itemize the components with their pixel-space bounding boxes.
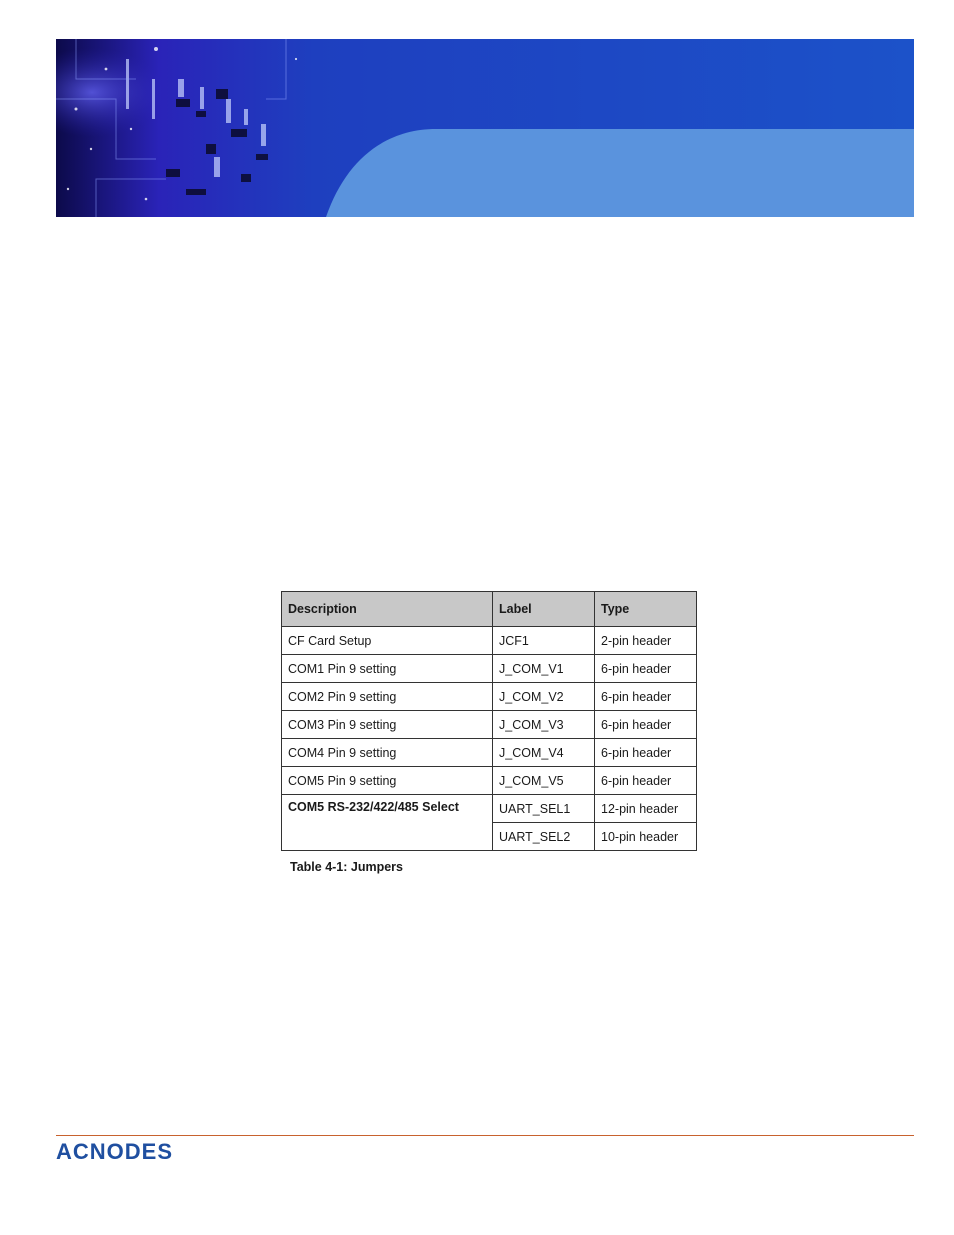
circuit-board-image xyxy=(56,39,914,217)
logo-wordmark: ACNODES xyxy=(56,1139,174,1164)
cell-label: J_COM_V2 xyxy=(493,683,595,711)
cell-type: 6-pin header xyxy=(595,655,697,683)
column-header-description: Description xyxy=(282,592,493,627)
column-header-type: Type xyxy=(595,592,697,627)
cell-description: COM2 Pin 9 setting xyxy=(282,683,493,711)
cell-type: 6-pin header xyxy=(595,683,697,711)
cell-type: 12-pin header xyxy=(595,795,697,823)
table-row xyxy=(282,683,697,711)
acnodes-logo xyxy=(56,1138,216,1164)
cell-label: UART_SEL2 xyxy=(493,823,595,851)
cell-type: 6-pin header xyxy=(595,767,697,795)
logo-image xyxy=(56,1138,216,1164)
footer-divider xyxy=(56,1135,914,1136)
table-row xyxy=(282,711,697,739)
cell-type: 6-pin header xyxy=(595,739,697,767)
cell-label: J_COM_V4 xyxy=(493,739,595,767)
cell-description: COM5 Pin 9 setting xyxy=(282,767,493,795)
cell-description: COM4 Pin 9 setting xyxy=(282,739,493,767)
cell-description: COM1 Pin 9 setting xyxy=(282,655,493,683)
jumpers-table xyxy=(281,591,697,851)
cell-description: COM5 RS-232/422/485 Select xyxy=(282,795,493,851)
table-row xyxy=(282,655,697,683)
cell-type: 10-pin header xyxy=(595,823,697,851)
table-row xyxy=(282,795,697,823)
table-row xyxy=(282,627,697,655)
table-header-row xyxy=(282,592,697,627)
cell-type: 2-pin header xyxy=(595,627,697,655)
cell-label: UART_SEL1 xyxy=(493,795,595,823)
cell-label: J_COM_V3 xyxy=(493,711,595,739)
table-row xyxy=(282,739,697,767)
cell-label: JCF1 xyxy=(493,627,595,655)
header-banner xyxy=(56,39,914,217)
cell-type: 6-pin header xyxy=(595,711,697,739)
column-header-label: Label xyxy=(493,592,595,627)
cell-description: COM3 Pin 9 setting xyxy=(282,711,493,739)
cell-label: J_COM_V5 xyxy=(493,767,595,795)
table-caption: Table 4-1: Jumpers xyxy=(290,860,404,874)
table-row xyxy=(282,767,697,795)
cell-description: CF Card Setup xyxy=(282,627,493,655)
cell-label: J_COM_V1 xyxy=(493,655,595,683)
